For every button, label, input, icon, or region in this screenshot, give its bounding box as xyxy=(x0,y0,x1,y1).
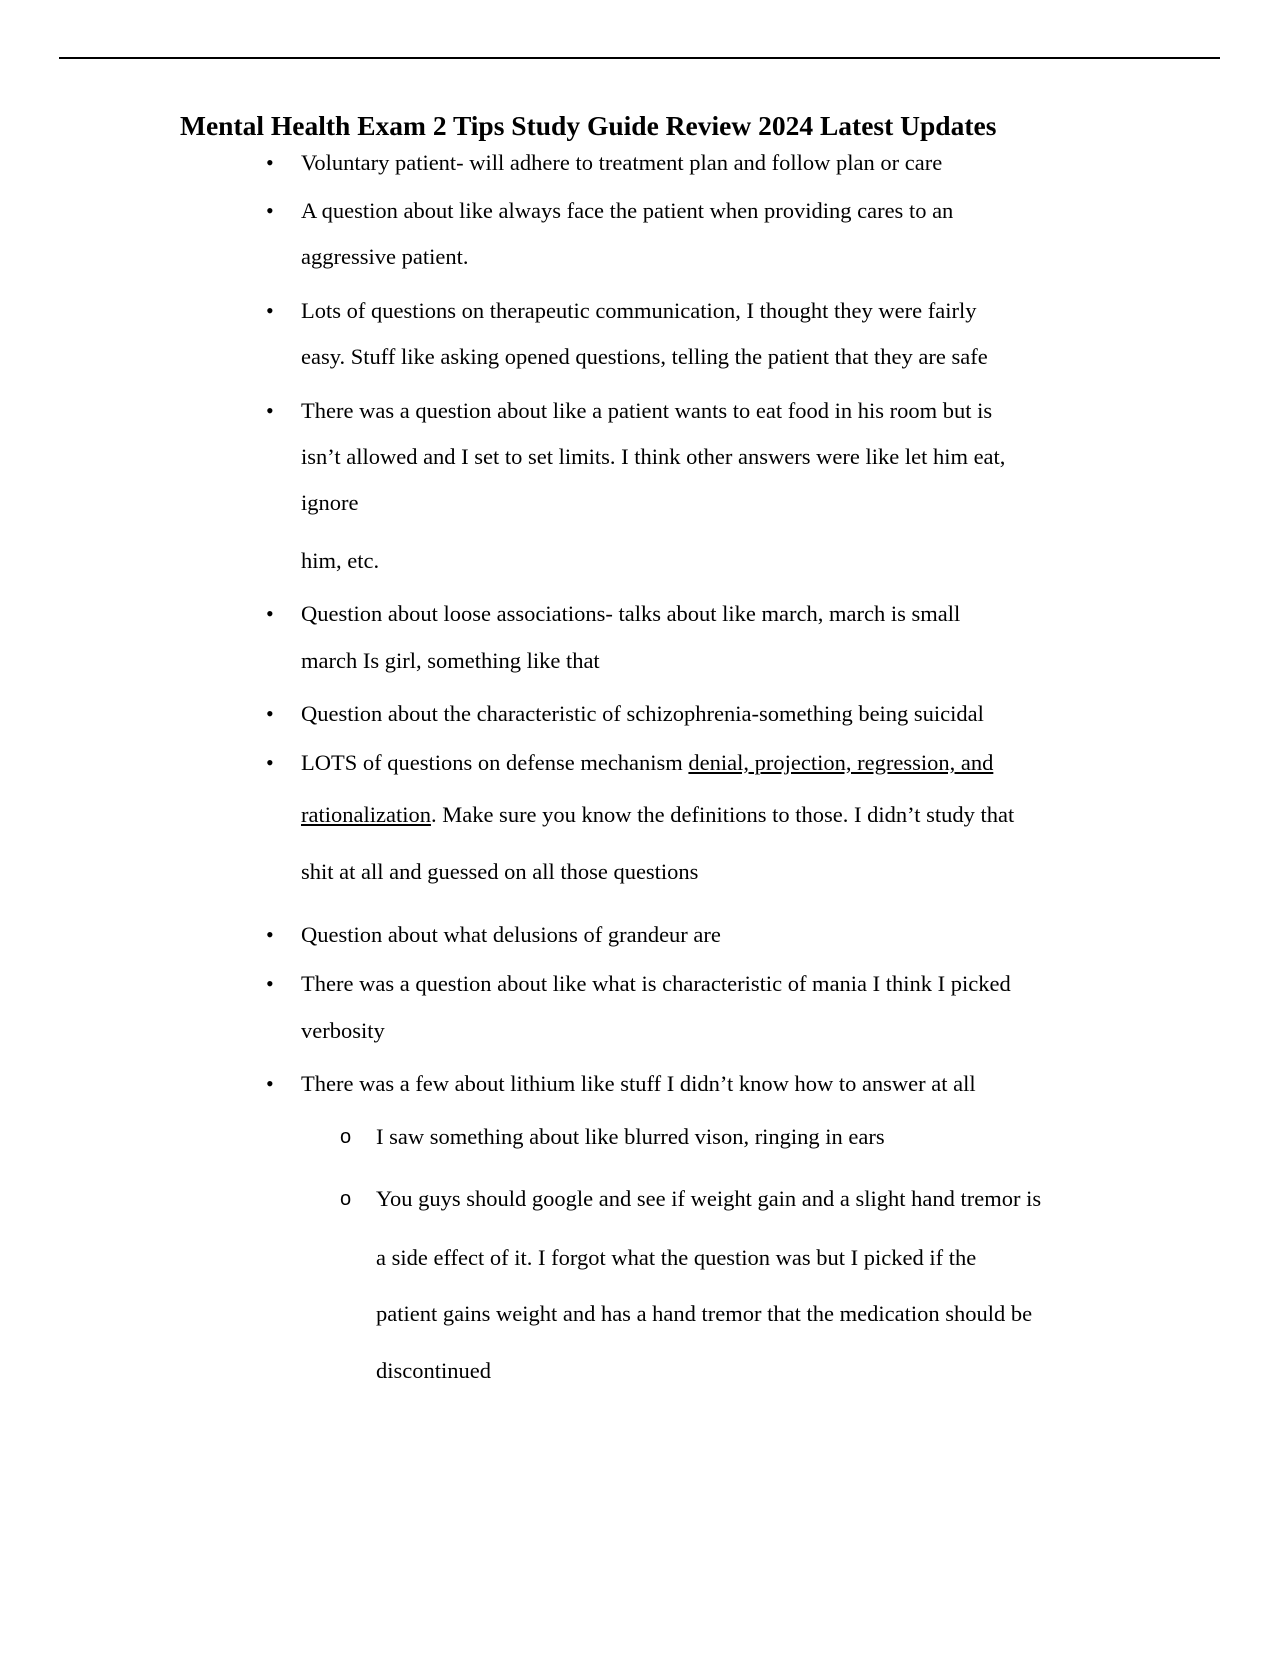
list-item-text: There was a few about lithium like stuff I didn’t know how to answer at all xyxy=(301,1071,976,1096)
list-item-text: Voluntary patient- will adhere to treatment plan and follow plan or care xyxy=(301,150,943,175)
list-item-text: A question about like always face the patient when providing cares to an xyxy=(301,198,954,223)
list-item-text: Question about the characteristic of schizophrenia-something being suicidal xyxy=(301,701,984,726)
list-item-text-plain: . Make sure you know the definitions to those. I didn’t study that xyxy=(430,802,1015,827)
underlined-terms: rationalization xyxy=(301,802,431,827)
sub-list-item-text: patient gains weight and has a hand tremor that the medication should be xyxy=(376,1301,1033,1326)
list-item-text: Question about what delusions of grandeur are xyxy=(301,922,721,947)
list-item-text: isn’t allowed and I set to set limits. I think other answers were like let him eat, xyxy=(301,444,1006,469)
document-title: Mental Health Exam 2 Tips Study Guide Review 2024 Latest Updates xyxy=(180,110,997,141)
list-item-text xyxy=(301,750,993,776)
list-item-text: shit at all and guessed on all those questions xyxy=(301,859,699,884)
header-rule xyxy=(59,57,1220,59)
list-item-text: Lots of questions on therapeutic communication, I thought they were fairly xyxy=(301,298,977,323)
sub-list-item-text: a side effect of it. I forgot what the question was but I picked if the xyxy=(376,1245,977,1270)
bullet-icon: • xyxy=(266,701,274,726)
sub-list-item-text: discontinued xyxy=(376,1358,491,1383)
bullet-icon: • xyxy=(266,601,274,626)
bullet-icon: • xyxy=(266,198,274,223)
bullet-icon: • xyxy=(266,298,274,323)
sub-list-item-text: I saw something about like blurred vison, ringing in ears xyxy=(376,1124,885,1149)
sub-bullet-icon: o xyxy=(340,1188,352,1210)
bullet-icon: • xyxy=(266,922,274,947)
list-item-text: Question about loose associations- talks about like march, march is small xyxy=(301,601,961,626)
list-item-text: easy. Stuff like asking opened questions, telling the patient that they are safe xyxy=(301,344,988,369)
sub-list-item-text: You guys should google and see if weight gain and a slight hand tremor is xyxy=(376,1186,1042,1211)
list-item-text: march Is girl, something like that xyxy=(301,648,600,673)
list-item-text-plain: LOTS of questions on defense mechanism xyxy=(301,750,689,775)
sub-bullet-icon: o xyxy=(340,1126,352,1148)
list-item-text: ignore xyxy=(301,490,359,515)
list-item-text: him, etc. xyxy=(301,548,380,573)
bullet-icon: • xyxy=(266,750,274,775)
bullet-icon: • xyxy=(266,971,274,996)
bullet-icon: • xyxy=(266,150,274,175)
bullet-icon: • xyxy=(266,398,274,423)
underlined-terms: denial, projection, regression, and xyxy=(688,750,994,775)
list-item-text: There was a question about like what is characteristic of mania I think I picked xyxy=(301,971,1011,996)
list-item-text: aggressive patient. xyxy=(301,244,469,269)
bullet-icon: • xyxy=(266,1071,274,1096)
list-item-text xyxy=(301,802,1014,828)
list-item-text: verbosity xyxy=(301,1018,385,1043)
list-item-text: There was a question about like a patient wants to eat food in his room but is xyxy=(301,398,993,423)
